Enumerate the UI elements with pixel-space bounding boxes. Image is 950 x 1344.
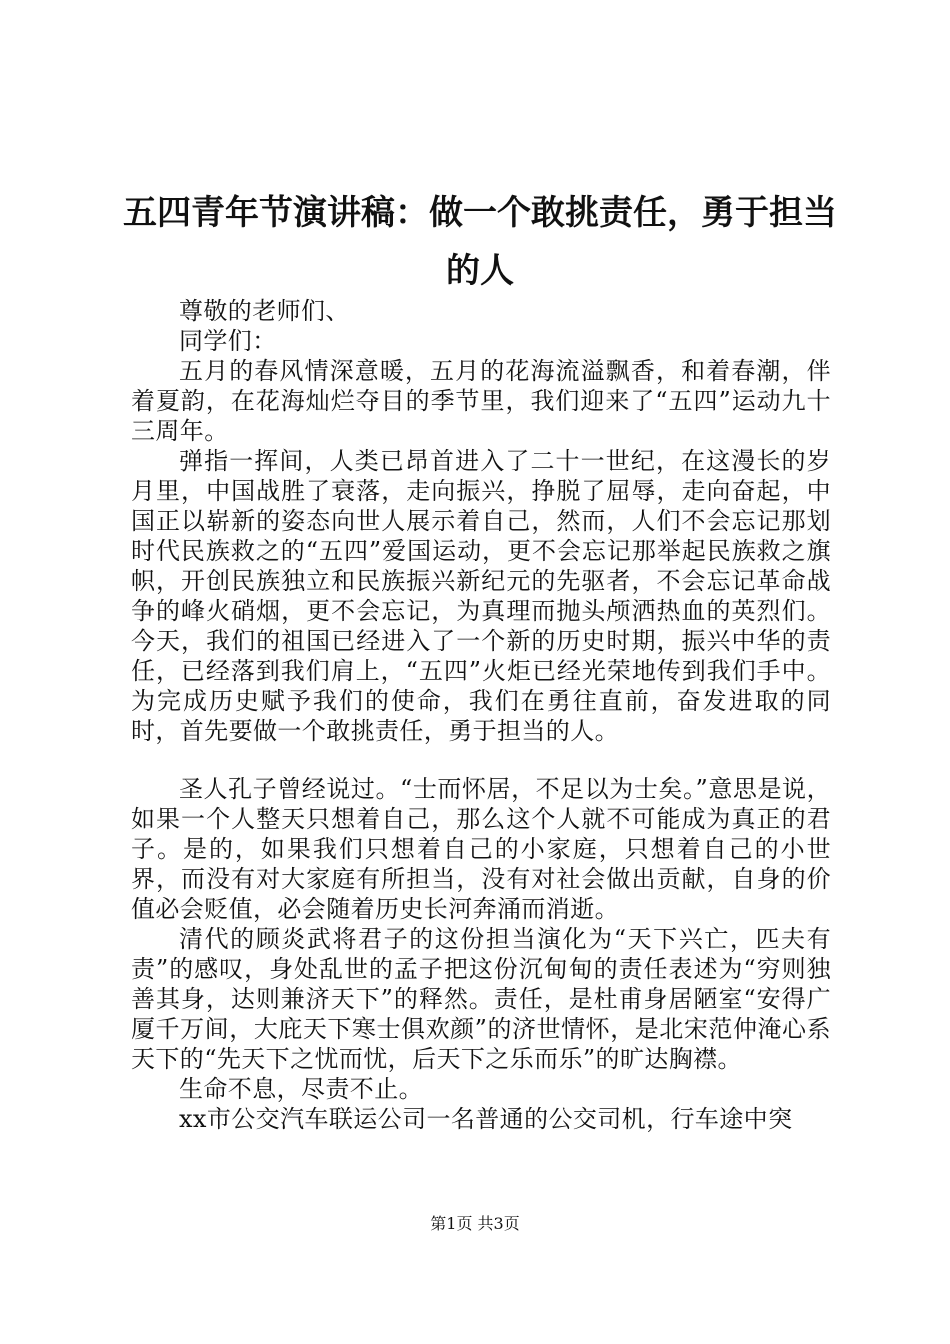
page-indicator: 第1页 共3页 bbox=[430, 1214, 520, 1233]
document-title: 五四青年节演讲稿：做一个敢挑责任，勇于担当的人 bbox=[123, 193, 837, 291]
paragraph-motto: 生命不息，尽责不止。 bbox=[179, 1075, 423, 1103]
paragraph-salutation-1: 尊敬的老师们、 bbox=[179, 297, 350, 325]
paragraph-opening: 五月的春风情深意暖，五月的花海流溢飘香，和着春潮，伴着夏韵，在花海灿烂夺目的季节里，我们迎来了“五四”运动九十三周年。 bbox=[131, 357, 831, 445]
paragraph-gu-yanwu: 清代的顾炎武将君子的这份担当演化为“天下兴亡，匹夫有责”的感叹，身处乱世的孟子把这份沉甸甸的责任表述为“穷则独善其身，达则兼济天下”的释然。责任，是杜甫身居陋室“安得广厦千万间，大庇天下寒士俱欢颜”的济世情怀，是北宋范仲淹心系天下的“先天下之忧而忧，后天下之乐而乐”的旷达胸襟。 bbox=[131, 925, 831, 1073]
page-footer bbox=[0, 1214, 950, 1234]
paragraph-confucius: 圣人孔子曾经说过。“士而怀居，不足以为士矣。”意思是说，如果一个人整天只想着自己，那么这个人就不可能成为真正的君子。是的，如果我们只想着自己的小家庭，只想着自己的小世界，而没有对大家庭有所担当，没有对社会做出贡献，自身的价值必会贬值，必会随着历史长河奔涌而消逝。 bbox=[131, 775, 831, 923]
paragraph-bus-driver: xx市公交汽车联运公司一名普通的公交司机，行车途中突 bbox=[179, 1105, 793, 1133]
paragraph-salutation-2: 同学们： bbox=[179, 327, 277, 355]
paragraph-history: 弹指一挥间，人类已昂首进入了二十一世纪，在这漫长的岁月里，中国战胜了衰落，走向振兴，挣脱了屈辱，走向奋起，中国正以崭新的姿态向世人展示着自己，然而，人们不会忘记那划时代民族救之的“五四”爱国运动，更不会忘记那举起民族救之旗帜，开创民族独立和民族振兴新纪元的先驱者，不会忘记革命战争的峰火硝烟，更不会忘记，为真理而抛头颅洒热血的英烈们。今天，我们的祖国已经进入了一个新的历史时期，振兴中华的责任，已经落到我们肩上，“五四”火炬已经光荣地传到我们手中。为完成历史赋予我们的使命，我们在勇往直前，奋发进取的同时，首先要做一个敢挑责任，勇于担当的人。 bbox=[131, 447, 831, 745]
document-body bbox=[131, 296, 831, 1134]
